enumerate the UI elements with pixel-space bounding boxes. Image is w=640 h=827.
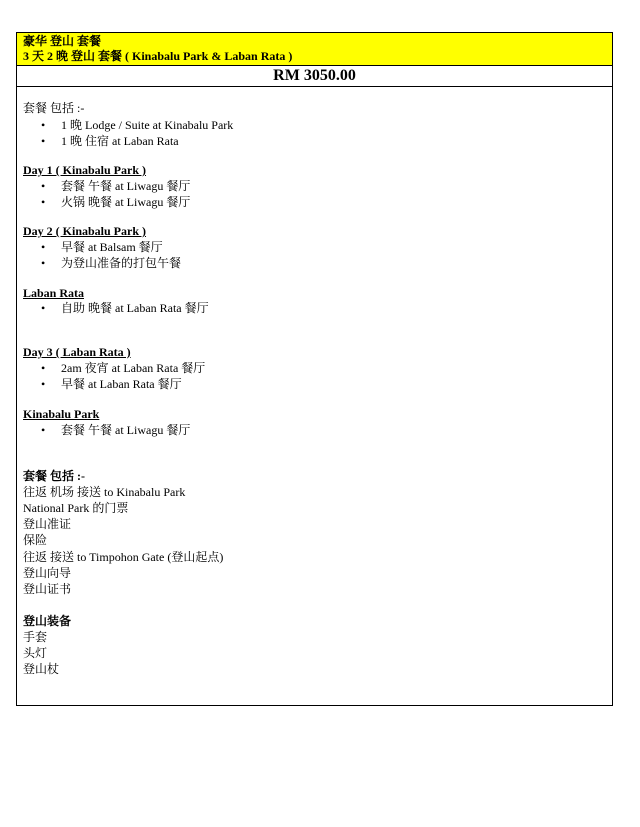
bullet-icon: • bbox=[41, 195, 46, 209]
list-item: 套餐 午餐 at Liwagu 餐厅 bbox=[61, 179, 191, 193]
list-item: 往返 接送 to Timpohon Gate (登山起点) bbox=[23, 550, 224, 564]
bullet-icon: • bbox=[41, 361, 46, 375]
equipment-title: 登山装备 bbox=[23, 614, 72, 628]
kinabalu-park-heading: Kinabalu Park bbox=[23, 407, 100, 421]
list-item: 头灯 bbox=[23, 646, 48, 660]
list-item: 保险 bbox=[23, 533, 48, 547]
package-price: RM 3050.00 bbox=[17, 66, 612, 87]
bullet-icon: • bbox=[41, 256, 46, 270]
list-item: 登山证书 bbox=[23, 582, 72, 596]
list-item: 手套 bbox=[23, 630, 48, 644]
list-item: 套餐 午餐 at Liwagu 餐厅 bbox=[61, 423, 191, 437]
bullet-icon: • bbox=[41, 179, 46, 193]
bullet-icon: • bbox=[41, 134, 46, 148]
list-item: 自助 晚餐 at Laban Rata 餐厅 bbox=[61, 301, 209, 315]
day1-heading: Day 1 ( Kinabalu Park ) bbox=[23, 163, 147, 177]
bullet-icon: • bbox=[41, 118, 46, 132]
list-item: 往返 机场 接送 to Kinabalu Park bbox=[23, 485, 186, 499]
list-item: 早餐 at Laban Rata 餐厅 bbox=[61, 377, 182, 391]
laban-rata-heading: Laban Rata bbox=[23, 286, 85, 300]
list-item: National Park 的门票 bbox=[23, 501, 129, 515]
day2-heading: Day 2 ( Kinabalu Park ) bbox=[23, 224, 147, 238]
package-name: 豪华 登山 套餐 bbox=[23, 34, 102, 48]
list-item: 为登山准备的打包午餐 bbox=[61, 256, 182, 270]
package-header bbox=[17, 33, 612, 66]
list-item: 火锅 晚餐 at Liwagu 餐厅 bbox=[61, 195, 191, 209]
package-subtitle: 3 天 2 晚 登山 套餐 ( Kinabalu Park & Laban Rata ) bbox=[23, 49, 293, 63]
list-item: 登山向导 bbox=[23, 566, 72, 580]
list-item: 1 晚 住宿 at Laban Rata bbox=[61, 134, 179, 148]
day3-heading: Day 3 ( Laban Rata ) bbox=[23, 345, 131, 359]
bullet-icon: • bbox=[41, 240, 46, 254]
list-item: 登山杖 bbox=[23, 662, 60, 676]
bullet-icon: • bbox=[41, 377, 46, 391]
includes-title: 套餐 包括 :- bbox=[23, 469, 85, 483]
list-item: 2am 夜宵 at Laban Rata 餐厅 bbox=[61, 361, 206, 375]
bullet-icon: • bbox=[41, 423, 46, 437]
package-document bbox=[16, 32, 613, 706]
list-item: 早餐 at Balsam 餐厅 bbox=[61, 240, 163, 254]
package-includes-title: 套餐 包括 :- bbox=[23, 101, 85, 115]
bullet-icon: • bbox=[41, 301, 46, 315]
list-item: 1 晚 Lodge / Suite at Kinabalu Park bbox=[61, 118, 234, 132]
list-item: 登山准证 bbox=[23, 517, 72, 531]
